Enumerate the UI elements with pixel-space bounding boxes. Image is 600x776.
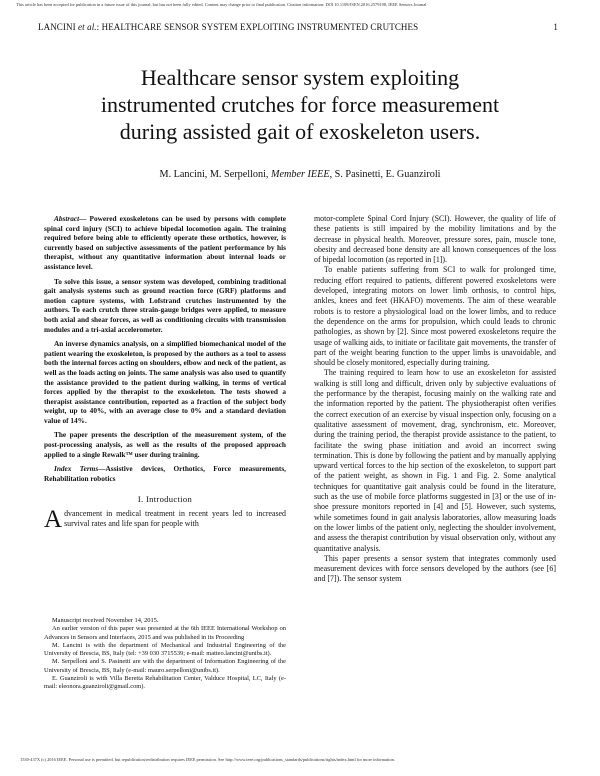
- index-terms-label: Index Terms: [54, 464, 99, 474]
- copyright-line: 1530-437X (c) 2016 IEEE. Personal use is permitted, but republication/redistribution requires IEEE permission. See http://www.ieee.org/publications_standards/publications/rights/index.html for more information.: [20, 757, 395, 762]
- right-paragraph-4: This paper presents a sensor system that integrates commonly used measurement devices with force sensors developed by the authors (see [6] and [7]). The sensor system: [314, 553, 556, 584]
- abstract-p1-text: — Powered exoskeletons can be used by persons with complete spinal cord injury (SCI) to achieve bipedal locomotion again. The training required before being able to efficiently operate these orthotics, however, is currently based on subjective assessments of the patient performance by his therapist, without any quantitative information about internal loads or assistance level.: [44, 214, 286, 271]
- abstract: [44, 214, 286, 459]
- running-head-italic: et al.: [78, 22, 97, 32]
- authors-part-2: , S. Pasinetti, E. Guanziroli: [329, 169, 441, 180]
- authors-part-1: M. Lancini, M. Serpelloni,: [159, 169, 271, 180]
- index-terms-text: —Assistive devices, Orthotics, Force measurements, Rehabilitation robotics: [44, 464, 286, 483]
- page-number: 1: [553, 22, 558, 32]
- right-paragraph-3: The training required to learn how to use an exoskeleton for assisted walking is still long and difficult, driven only by subjective evaluations of the performance by the therapist, focusing mainly on the walking rate and the information reported by the patient. The physiotherapist often verifies the correct execution of an exercise by visual inspection only, focusing on a qualitative assessment of movement, drag, synchronism, etc. Moreover, during the training period, the therapist provide assistance to the patient, to facilitate the swing phase initiation and avoid an incorrect swing termination. This is done by following the patient and by manually applying upward vertical forces to the hip section of the exoskeleton, to support part of the patient weight, as shown in Fig. 1 and Fig. 2. Some analytical techniques for quantitative gait analysis could be found in the literature, such as the use of mobile force platforms suggested in [3] or the use of in-shoe pressure monitors reported in [4] and [5]. However, such systems, while sometimes found in gait analysis laboratories, allow measuring loads on the lower limbs of the patient only, neglecting the shoulder involvement, and assess the therapist contribution by visual observation only, without any quantitative analysis.: [314, 368, 556, 553]
- footnote-serpelloni-pasinetti: M. Serpelloni and S. Pasinetti are with the department of Information Engineering of the University of Brescia, BS, Italy (e-mail: mauro.serpelloni@unibs.it).: [44, 658, 286, 674]
- running-head: [38, 22, 558, 32]
- running-head-prefix: LANCINI: [38, 22, 79, 32]
- abstract-paragraph-3: An inverse dynamics analysis, on a simplified biomechanical model of the patient wearing the exoskeleton, is proposed by the authors as a tool to assess both the internal forces acting on shoulders, elbow and neck of the patient, as well as the loads acting on joints. The same analysis was also used to quantify the assistance provided to the patient during walking, in terms of vertical forces applied by the therapist to the exoskeleton. The tests showed a therapist assistance contribution, reported as a fraction of the subject body weight, up to 40%, with an average close to 0% and a standard deviation value of 14%.: [44, 339, 286, 425]
- paper-title: [40, 64, 560, 145]
- publication-notice: This article has been accepted for publication in a future issue of this journal, but has not been fully edited. Content may change prior to final publication. Citation information: DOI 10.1109/JSEN.2016.2579198, IEEE Sensors Journal: [16, 2, 427, 7]
- section-heading-introduction: I. Introduction: [137, 494, 193, 505]
- running-head-title: : HEALTHCARE SENSOR SYSTEM EXPLOITING INSTRUMENTED CRUTCHES: [96, 22, 419, 32]
- right-paragraph-1: motor-complete Spinal Cord Injury (SCI). However, the quality of life of these patients is still impaired by the mobility limitations and by the decrease in physical health. Moreover, pressure sores, pain, muscle tone, obesity and decreased bone density are all known consequences of the loss of bipedal locomotion (as reported in [1]).: [314, 214, 556, 265]
- footnotes: [44, 617, 286, 692]
- right-paragraph-2: To enable patients suffering from SCI to walk for prolonged time, reducing effort required to patients, different powered exoskeletons were developed, integrating motors on lower limb orthosis, to control hips, ankles, knees and feet (HKAFO) movements. The aim of these wearable robots is to restore a physiological load on the lower limbs, and to reduce the dependence on the arms for propulsion, which could leads to chronic pathologies, as shown by [2]. Since most powered exoskeletons require the usage of walking aids, to initiate or facilitate gait movements, the transfer of part of the weight bearing function to the upper limbs is unavoidable, and should be closely monitored, especially during training.: [314, 265, 556, 368]
- footnote-earlier-version: An earlier version of this paper was presented at the 6th IEEE International Workshop on Advances in Sensors and Interfaces, 2015 and was published in its Proceeding: [44, 625, 286, 641]
- intro-p1-text: dvancement in medical treatment in recent years led to increased survival rates and life span for people with: [64, 508, 286, 529]
- title-line-3: during assisted gait of exoskeleton users.: [119, 119, 481, 144]
- title-line-2: instrumented crutches for force measurement: [100, 92, 500, 117]
- authors-member: Member IEEE: [271, 169, 330, 180]
- abstract-paragraph-4: The paper presents the description of the measurement system, of the post-processing analysis, as well as the results of the proposed approach applied to a single Rewalk™ user during training.: [44, 430, 286, 459]
- index-terms-paragraph: [44, 464, 286, 483]
- footnote-guanziroli: E. Guanziroli is with Villa Beretta Rehabilitation Center, Valduce Hospital, LC, Italy (e-mail: eleonora.guanziroli@gmail.com).: [44, 675, 286, 691]
- right-column: [314, 214, 556, 585]
- index-terms: [44, 464, 286, 483]
- abstract-label: Abstract: [54, 214, 80, 223]
- left-column: [44, 214, 286, 531]
- author-list: [40, 169, 560, 180]
- intro-paragraph-1: [44, 505, 286, 533]
- abstract-paragraph-2: To solve this issue, a sensor system was developed, combining traditional gait analysis systems such as ground reaction force (GRF) platforms and motion capture systems, with Lofstrand crutches instrumented by the authors. To each crutch three strain-gauge bridges were applied, to measure both axial and shear forces, as well as conditioning circuits with transmission modules and a tri-axial accelerometer.: [44, 276, 286, 334]
- title-line-1: Healthcare sensor system exploiting: [140, 65, 460, 90]
- footnote-lancini: M. Lancini is with the department of Mechanical and Industrial Engineering of the University of Brescia, BS, Italy (tel: +39 030 3715539; e-mail: matteo.lancini@unibs.it).: [44, 641, 286, 658]
- footnote-received: Manuscript received November 14, 2015.: [52, 617, 159, 624]
- drop-cap: A: [44, 505, 63, 533]
- abstract-paragraph-1: [44, 214, 286, 272]
